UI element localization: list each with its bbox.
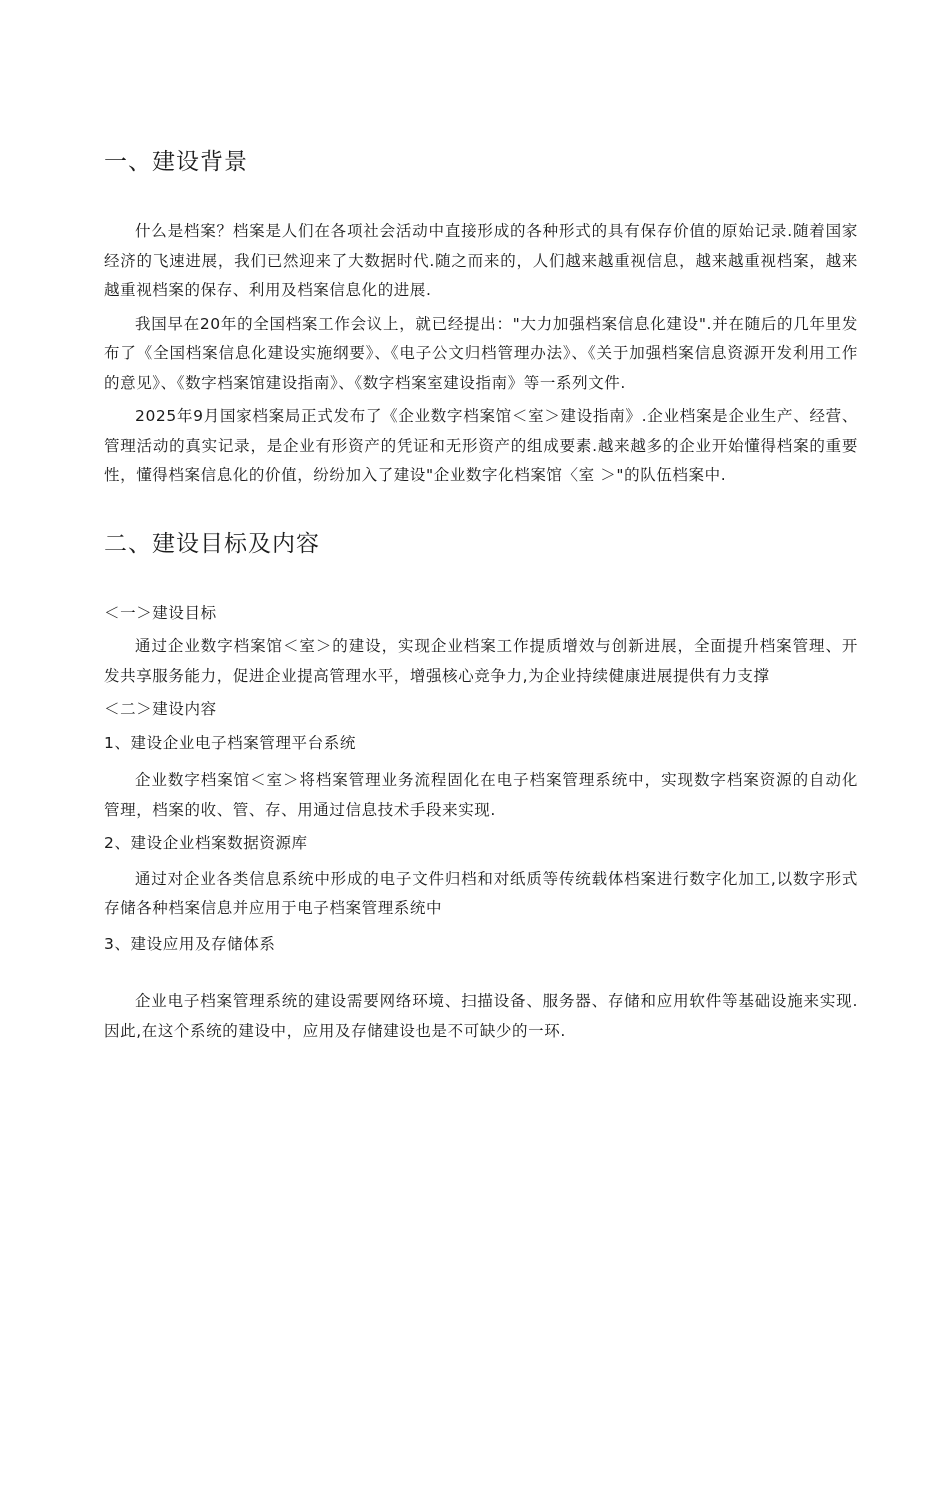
content-item-title-1: 1、建设企业电子档案管理平台系统 bbox=[104, 733, 356, 752]
section-heading-background: 一、建设背景 bbox=[104, 149, 248, 175]
content-item-text-2: 通过对企业各类信息系统中形成的电子文件归档和对纸质等传统载体档案进行数字化加工,以数字形式存储各种档案信息并应用于电子档案管理系统中 bbox=[104, 869, 858, 917]
goals-paragraph: 通过企业数字档案馆＜室＞的建设，实现企业档案工作提质增效与创新进展，全面提升档案管理、开发共享服务能力，促进企业提高管理水平，增强核心竞争力,为企业持续健康进展提供有力支撑 bbox=[104, 637, 858, 685]
section-heading-goals-content: 二、建设目标及内容 bbox=[104, 530, 320, 557]
content-item-text-3: 企业电子档案管理系统的建设需要网络环境、扫描设备、服务器、存储和应用软件等基础设施来实现.因此,在这个系统的建设中，应用及存储建设也是不可缺少的一环. bbox=[104, 992, 858, 1040]
content-item-text-1: 企业数字档案馆＜室＞将档案管理业务流程固化在电子档案管理系统中，实现数字档案资源的自动化管理，档案的收、管、存、用通过信息技术手段来实现. bbox=[104, 771, 858, 819]
document-page bbox=[0, 147, 950, 1491]
background-paragraph-3: 2025年9月国家档案局正式发布了《企业数字档案馆＜室＞建设指南》.企业档案是企业生产、经营、管理活动的真实记录，是企业有形资产的凭证和无形资产的组成要素.越来越多的企业开始懂得档案的重要性，懂得档案信息化的价值，纷纷加入了建设"企业数字化档案馆〈室 ＞"的队伍档案中. bbox=[104, 407, 859, 484]
subsection-title-content: ＜二＞建设内容 bbox=[104, 700, 217, 718]
background-paragraph-2: 我国早在20年的全国档案工作会议上，就已经提出："大力加强档案信息化建设".并在随后的几年里发布了《全国档案信息化建设实施纲要》、《电子公文归档管理办法》、《关于加强档案信息资源开发利用工作的意见》、《数字档案馆建设指南》、《数字档案室建设指南》等一系列文件. bbox=[104, 314, 858, 392]
content-item-title-3: 3、建设应用及存储体系 bbox=[104, 934, 276, 953]
content-item-title-2: 2、建设企业档案数据资源库 bbox=[104, 834, 308, 852]
subsection-title-goals: ＜一＞建设目标 bbox=[104, 603, 217, 622]
background-paragraph-1: 什么是档案？档案是人们在各项社会活动中直接形成的各种形式的具有保存价值的原始记录.随着国家经济的飞速进展，我们已然迎来了大数据时代.随之而来的，人们越来越重视信息，越来越重视档案，越来越重视档案的保存、利用及档案信息化的进展. bbox=[104, 222, 858, 299]
